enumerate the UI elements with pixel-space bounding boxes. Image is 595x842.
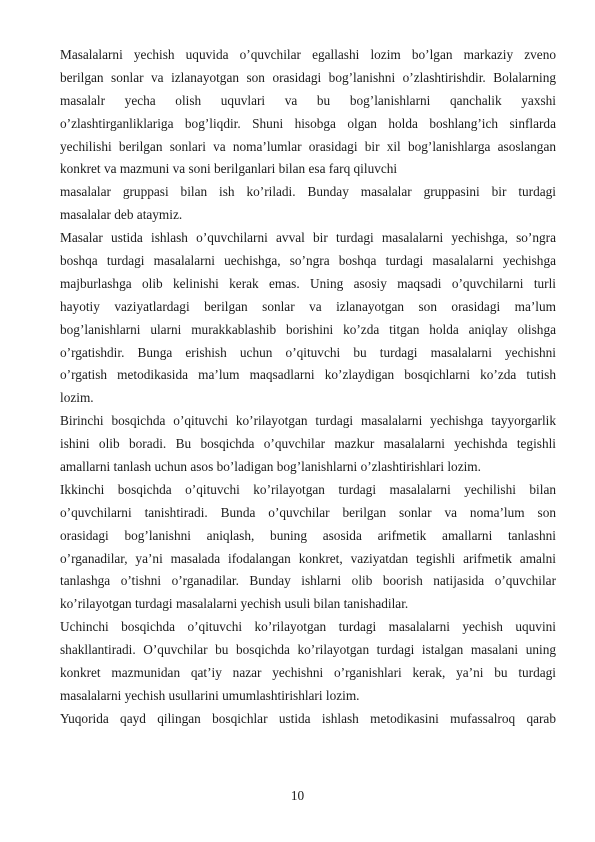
text-line: berilgan sonlar va izlanayotgan son orasidagi bog’lanishni o’zlashtirishdir. Bolalarning (60, 69, 556, 85)
text-line: masalalar gruppasi bilan ish ko’riladi. Bunday masalalar gruppasini bir turdagi (60, 184, 556, 200)
text-line: tanlashga o’tishni o’rganadilar. Bunday ishlarni olib boorish natijasida o’quvchilar (60, 573, 556, 589)
text-line: hayotiy vaziyatlardagi berilgan sonlar va izlanayotgan son orasidagi ma’lum (60, 298, 556, 314)
text-line: shakllantiradi. O’quvchilar bu bosqichda ko’rilayotgan turdagi istalgan masalani uning (60, 642, 556, 658)
text-line: Masalar ustida ishlash o’quvchilarni avval bir turdagi masalalarni yechishga, so’ngra (60, 230, 556, 246)
text-line: yechilishi berilgan sonlari va noma’lumlar orasidagi bir xil bog’lanishlarga asoslangan (60, 138, 556, 154)
page-number: 10 (290, 788, 305, 803)
text-line: o’quvchilarni tanishtiradi. Bunda o’quvchilar berilgan sonlar va noma’lum son (60, 504, 556, 520)
text-line: boshqa turdagi masalalarni uechishga, so’ngra boshqa turdagi masalalarni yechishga (60, 253, 556, 269)
body-text (60, 44, 556, 731)
text-line: ko’rilayotgan turdagi masalalarni yechish usuli bilan tanishadilar. (60, 596, 409, 612)
text-line: konkret va mazmuni va soni berilganlari bilan esa farq qiluvchi (60, 161, 398, 177)
text-line: o’rgatishdir. Bunga erishish uchun o’qituvchi bu turdagi masalalarni yechishni (60, 344, 556, 360)
text-line: Uchinchi bosqichda o’qituvchi ko’rilayotgan turdagi masalalarni yechish uquvini (60, 619, 556, 635)
text-line: orasidagi bog’lanishni aniqlash, buning asosida arifmetik amallarni tanlashni (60, 527, 556, 543)
text-line: ishini olib boradi. Bu bosqichda o’quvchilar mazkur masalalarni yechishda tegishli (60, 436, 556, 452)
text-line: konkret mazmunidan qat’iy nazar yechishni o’rganishlari kerak, ya’ni bu turdagi (60, 665, 556, 681)
text-line: masalalarni yechish usullarini umumlashtirishlari lozim. (60, 687, 360, 703)
text-line: lozim. (60, 390, 94, 406)
text-line: masalalar deb ataymiz. (60, 207, 183, 223)
text-line: amallarni tanlash uchun asos bo’ladigan bog’lanishlarni o’zlashtirishlari lozim. (60, 459, 481, 475)
text-line: Yuqorida qayd qilingan bosqichlar ustida ishlash metodikasini mufassalroq qarab (60, 710, 556, 726)
text-line: Birinchi bosqichda o’qituvchi ko’rilayotgan turdagi masalalarni yechishga tayyorgarlik (60, 413, 556, 429)
text-line: o’rganadilar, ya’ni masalada ifodalangan konkret, vaziyatdan tegishli arifmetik amalni (60, 550, 556, 566)
text-line: o’zlashtirganliklariga bog’liqdir. Shuni hisobga olgan holda boshlang’ich sinflarda (60, 115, 556, 131)
text-line: o’rgatish metodikasida ma’lum maqsadlarni ko’zlaydigan bosqichlarni ko’zda tutish (60, 367, 556, 383)
text-line: Ikkinchi bosqichda o’qituvchi ko’rilayotgan turdagi masalalarni yechilishi bilan (60, 481, 556, 497)
text-line: Masalalarni yechish uquvida o’quvchilar egallashi lozim bo’lgan markaziy zveno (60, 47, 556, 62)
text-line: majburlashga olib kelinishi kerak emas. Uning asosiy maqsadi o’quvchilarni turli (60, 275, 556, 291)
text-line: masalalr yecha olish uquvlari va bu bog’lanishlarni qanchalik yaxshi (60, 92, 556, 108)
text-line: bog’lanishlarni ularni murakkablashib borishini ko’zda titgan holda aniqlay olishga (60, 321, 556, 337)
